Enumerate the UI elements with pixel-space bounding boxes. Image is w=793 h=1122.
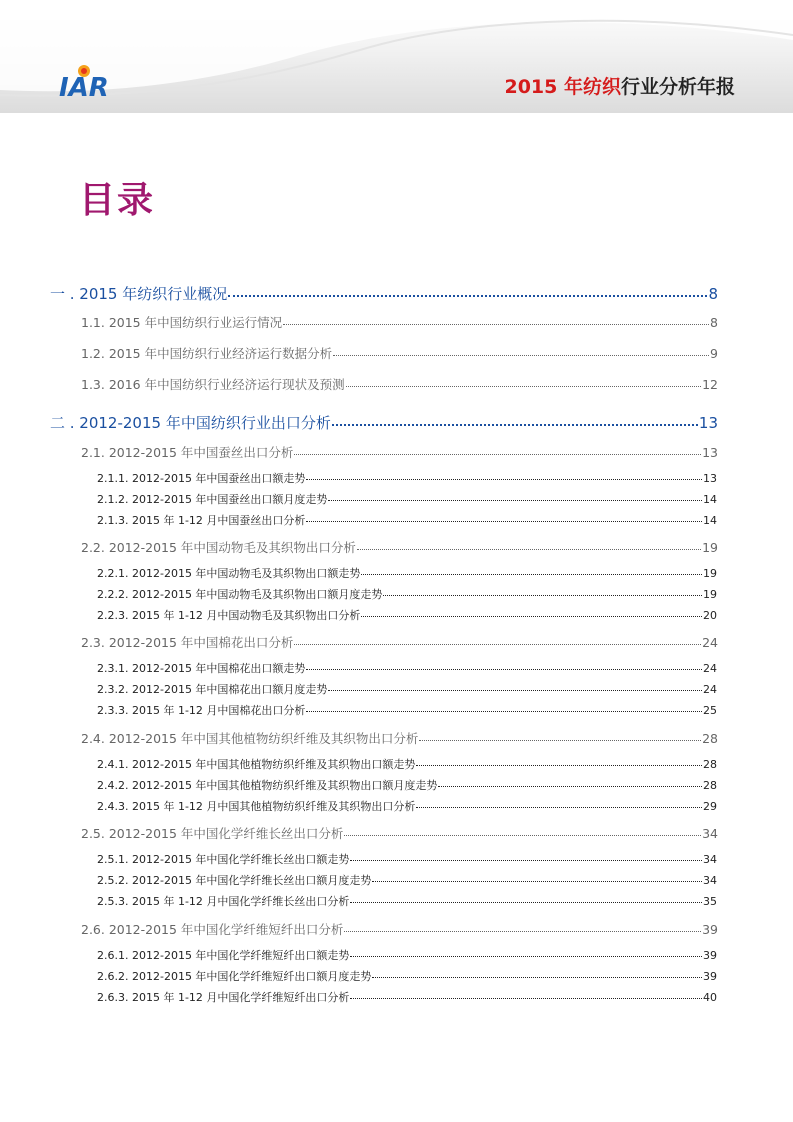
toc-entry-level-2[interactable] xyxy=(81,824,718,842)
dot-leader xyxy=(372,880,702,882)
dot-leader xyxy=(350,955,702,957)
toc-entry-level-3[interactable] xyxy=(97,607,717,623)
dot-leader xyxy=(332,423,698,426)
toc-entry-label: 1.3. 2016 年中国纺织行业经济运行现状及预测 xyxy=(81,377,345,392)
toc-entry-page-number: 12 xyxy=(702,377,718,392)
toc-entry-level-3[interactable] xyxy=(97,512,717,528)
iar-logo-icon xyxy=(57,62,157,102)
dot-leader xyxy=(344,930,701,932)
dot-leader xyxy=(306,668,702,670)
toc-entry-level-3[interactable] xyxy=(97,851,717,867)
toc-entry-level-3[interactable] xyxy=(97,798,717,814)
dot-leader xyxy=(228,294,707,297)
toc-entry-page-number: 40 xyxy=(703,991,717,1004)
toc-entry-label: 2.2. 2012-2015 年中国动物毛及其织物出口分析 xyxy=(81,540,356,555)
toc-entry-level-3[interactable] xyxy=(97,872,717,888)
toc-entry-label: 2.4.1. 2012-2015 年中国其他植物纺织纤维及其织物出口额走势 xyxy=(97,758,416,771)
toc-entry-page-number: 13 xyxy=(703,472,717,485)
toc-entry-label: 2.5.1. 2012-2015 年中国化学纤维长丝出口额走势 xyxy=(97,853,350,866)
dot-leader xyxy=(416,764,702,766)
toc-entry-level-1[interactable] xyxy=(50,412,718,433)
svg-text:IAR: IAR xyxy=(59,73,109,102)
toc-entry-page-number: 34 xyxy=(703,853,717,866)
toc-entry-label: 2.6. 2012-2015 年中国化学纤维短纤出口分析 xyxy=(81,922,344,937)
toc-entry-page-number: 9 xyxy=(710,346,718,361)
toc-entry-page-number: 28 xyxy=(703,779,717,792)
toc-entry-label: 2.4.2. 2012-2015 年中国其他植物纺织纤维及其织物出口额月度走势 xyxy=(97,779,438,792)
dot-leader xyxy=(306,520,702,522)
toc-entry-label: 2.3.2. 2012-2015 年中国棉花出口额月度走势 xyxy=(97,683,328,696)
dot-leader xyxy=(306,710,702,712)
dot-leader xyxy=(416,806,702,808)
dot-leader xyxy=(350,901,702,903)
toc-entry-page-number: 34 xyxy=(702,826,718,841)
toc-entry-level-3[interactable] xyxy=(97,565,717,581)
toc-entry-level-2[interactable] xyxy=(81,375,718,393)
toc-entry-label: 1.1. 2015 年中国纺织行业运行情况 xyxy=(81,315,283,330)
toc-entry-page-number: 24 xyxy=(703,683,717,696)
toc-entry-label: 2.1.3. 2015 年 1-12 月中国蚕丝出口分析 xyxy=(97,514,306,527)
report-title-year: 2015 年纺织 xyxy=(504,76,621,98)
toc-entry-label: 2.6.3. 2015 年 1-12 月中国化学纤维短纤出口分析 xyxy=(97,991,350,1004)
toc-entry-level-3[interactable] xyxy=(97,777,717,793)
dot-leader xyxy=(357,548,701,550)
toc-entry-label: 2.2.2. 2012-2015 年中国动物毛及其织物出口额月度走势 xyxy=(97,588,383,601)
report-title-rest: 行业分析年报 xyxy=(620,76,735,98)
toc-entry-level-2[interactable] xyxy=(81,443,718,461)
dot-leader xyxy=(372,976,702,978)
toc-entry-level-1[interactable] xyxy=(50,283,718,304)
toc-entry-level-2[interactable] xyxy=(81,538,718,556)
toc-entry-label: 2.3.1. 2012-2015 年中国棉花出口额走势 xyxy=(97,662,306,675)
toc-entry-label: 2.1.2. 2012-2015 年中国蚕丝出口额月度走势 xyxy=(97,493,328,506)
toc-entry-label: 2.4. 2012-2015 年中国其他植物纺织纤维及其织物出口分析 xyxy=(81,731,419,746)
dot-leader xyxy=(328,499,702,501)
toc-entry-page-number: 19 xyxy=(702,540,718,555)
toc-entry-page-number: 34 xyxy=(703,874,717,887)
toc-entry-label: 2.5.3. 2015 年 1-12 月中国化学纤维长丝出口分析 xyxy=(97,895,350,908)
toc-entry-level-3[interactable] xyxy=(97,893,717,909)
toc-entry-label: 2.1. 2012-2015 年中国蚕丝出口分析 xyxy=(81,445,294,460)
page-header xyxy=(0,0,793,113)
toc-entry-label: 2.2.1. 2012-2015 年中国动物毛及其织物出口额走势 xyxy=(97,567,361,580)
toc-entry-page-number: 13 xyxy=(702,445,718,460)
dot-leader xyxy=(350,997,702,999)
toc-entry-level-3[interactable] xyxy=(97,947,717,963)
toc-entry-level-3[interactable] xyxy=(97,968,717,984)
toc-entry-label: 2.2.3. 2015 年 1-12 月中国动物毛及其织物出口分析 xyxy=(97,609,361,622)
toc-entry-level-2[interactable] xyxy=(81,633,718,651)
toc-entry-page-number: 39 xyxy=(702,922,718,937)
toc-entry-label: 2.3. 2012-2015 年中国棉花出口分析 xyxy=(81,635,294,650)
toc-entry-page-number: 29 xyxy=(703,800,717,813)
dot-leader xyxy=(306,478,702,480)
toc-entry-page-number: 39 xyxy=(703,949,717,962)
toc-entry-level-2[interactable] xyxy=(81,729,718,747)
report-title xyxy=(504,72,735,99)
toc-entry-label: 1.2. 2015 年中国纺织行业经济运行数据分析 xyxy=(81,346,333,361)
dot-leader xyxy=(333,354,709,356)
toc-entry-page-number: 19 xyxy=(703,588,717,601)
toc-entry-label: 2.6.2. 2012-2015 年中国化学纤维短纤出口额月度走势 xyxy=(97,970,372,983)
dot-leader xyxy=(361,573,702,575)
dot-leader xyxy=(383,594,702,596)
toc-entry-level-3[interactable] xyxy=(97,989,717,1005)
toc-entry-page-number: 20 xyxy=(703,609,717,622)
toc-entry-level-2[interactable] xyxy=(81,313,718,331)
dot-leader xyxy=(346,385,701,387)
toc-entry-page-number: 13 xyxy=(698,414,718,432)
toc-entry-label: 2.5.2. 2012-2015 年中国化学纤维长丝出口额月度走势 xyxy=(97,874,372,887)
dot-leader xyxy=(350,859,702,861)
toc-entry-level-3[interactable] xyxy=(97,491,717,507)
toc-entry-label: 二 . 2012-2015 年中国纺织行业出口分析 xyxy=(50,414,331,432)
dot-leader xyxy=(294,453,701,455)
toc-entry-page-number: 14 xyxy=(703,514,717,527)
toc-entry-page-number: 14 xyxy=(703,493,717,506)
toc-entry-level-3[interactable] xyxy=(97,660,717,676)
toc-entry-page-number: 24 xyxy=(702,635,718,650)
toc-entry-page-number: 8 xyxy=(708,285,718,303)
toc-entry-label: 2.6.1. 2012-2015 年中国化学纤维短纤出口额走势 xyxy=(97,949,350,962)
toc-entry-page-number: 28 xyxy=(703,758,717,771)
dot-leader xyxy=(361,615,702,617)
dot-leader xyxy=(419,739,701,741)
toc-entry-page-number: 19 xyxy=(703,567,717,580)
dot-leader xyxy=(328,689,702,691)
toc-entry-level-2[interactable] xyxy=(81,920,718,938)
toc-entry-level-3[interactable] xyxy=(97,702,717,718)
toc-entry-level-2[interactable] xyxy=(81,344,718,362)
toc-entry-label: 2.5. 2012-2015 年中国化学纤维长丝出口分析 xyxy=(81,826,344,841)
toc-entry-label: 2.4.3. 2015 年 1-12 月中国其他植物纺织纤维及其织物出口分析 xyxy=(97,800,416,813)
toc-entry-label: 2.1.1. 2012-2015 年中国蚕丝出口额走势 xyxy=(97,472,306,485)
toc-entry-level-3[interactable] xyxy=(97,586,717,602)
toc-entry-level-3[interactable] xyxy=(97,756,717,772)
toc-entry-label: 一 . 2015 年纺织行业概况 xyxy=(50,285,228,303)
toc-entry-label: 2.3.3. 2015 年 1-12 月中国棉花出口分析 xyxy=(97,704,306,717)
toc-entry-page-number: 28 xyxy=(702,731,718,746)
dot-leader xyxy=(283,323,709,325)
toc-entry-level-3[interactable] xyxy=(97,470,717,486)
toc-title: 目录 xyxy=(79,180,156,221)
dot-leader xyxy=(438,785,702,787)
toc-entry-page-number: 8 xyxy=(710,315,718,330)
toc-entry-page-number: 25 xyxy=(703,704,717,717)
toc-entry-level-3[interactable] xyxy=(97,681,717,697)
dot-leader xyxy=(294,643,701,645)
toc-entry-page-number: 39 xyxy=(703,970,717,983)
toc-entry-page-number: 35 xyxy=(703,895,717,908)
dot-leader xyxy=(344,834,701,836)
toc-entry-page-number: 24 xyxy=(703,662,717,675)
